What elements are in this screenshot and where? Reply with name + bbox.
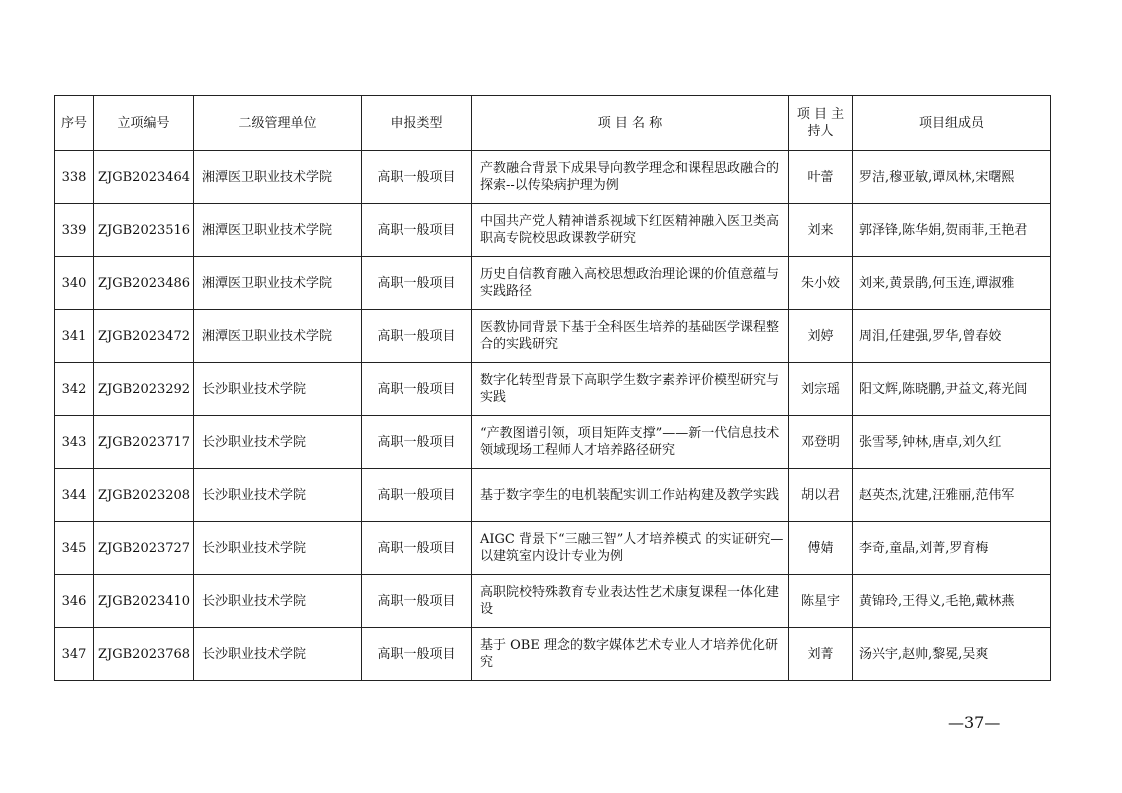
cell-title: AIGC 背景下“三融三智”人才培养模式 的实证研究—以建筑室内设计专业为例 [472,522,789,575]
cell-code: ZJGB2023410 [94,575,194,628]
cell-no: 340 [55,257,94,310]
table-row [55,257,1051,310]
table-row [55,469,1051,522]
cell-no: 344 [55,469,94,522]
cell-no: 347 [55,628,94,681]
cell-members: 刘来,黄景鹃,何玉连,谭淑雅 [853,257,1051,310]
cell-unit: 长沙职业技术学院 [194,522,362,575]
cell-type: 高职一般项目 [362,469,472,522]
cell-unit: 湘潭医卫职业技术学院 [194,151,362,204]
header-host: 项 目 主持人 [789,96,853,151]
cell-host: 刘婷 [789,310,853,363]
header-code: 立项编号 [94,96,194,151]
cell-title: “产教图谱引领，项目矩阵支撑”——新一代信息技术领域现场工程师人才培养路径研究 [472,416,789,469]
cell-no: 346 [55,575,94,628]
cell-host: 傅婧 [789,522,853,575]
cell-members: 李奇,童晶,刘菁,罗育梅 [853,522,1051,575]
cell-host: 刘来 [789,204,853,257]
cell-members: 赵英杰,沈建,汪雅丽,范伟军 [853,469,1051,522]
cell-unit: 长沙职业技术学院 [194,575,362,628]
table-row [55,416,1051,469]
cell-members: 阳文辉,陈晓鹏,尹益文,蒋光闾 [853,363,1051,416]
table-row [55,204,1051,257]
cell-unit: 长沙职业技术学院 [194,628,362,681]
cell-type: 高职一般项目 [362,628,472,681]
cell-code: ZJGB2023717 [94,416,194,469]
cell-code: ZJGB2023208 [94,469,194,522]
cell-host: 叶蕾 [789,151,853,204]
cell-code: ZJGB2023472 [94,310,194,363]
header-title: 项 目 名 称 [472,96,789,151]
cell-code: ZJGB2023768 [94,628,194,681]
cell-type: 高职一般项目 [362,310,472,363]
page-number: —37— [948,713,1001,732]
header-unit: 二级管理单位 [194,96,362,151]
cell-no: 338 [55,151,94,204]
cell-type: 高职一般项目 [362,416,472,469]
cell-title: 中国共产党人精神谱系视域下红医精神融入医卫类高职高专院校思政课教学研究 [472,204,789,257]
cell-type: 高职一般项目 [362,151,472,204]
cell-host: 胡以君 [789,469,853,522]
cell-no: 342 [55,363,94,416]
cell-host: 陈星宇 [789,575,853,628]
cell-no: 345 [55,522,94,575]
cell-code: ZJGB2023727 [94,522,194,575]
table-row [55,575,1051,628]
cell-no: 341 [55,310,94,363]
cell-host: 刘宗瑶 [789,363,853,416]
cell-title: 历史自信教育融入高校思想政治理论课的价值意蕴与实践路径 [472,257,789,310]
cell-type: 高职一般项目 [362,363,472,416]
cell-host: 邓登明 [789,416,853,469]
cell-type: 高职一般项目 [362,522,472,575]
cell-unit: 湘潭医卫职业技术学院 [194,310,362,363]
cell-code: ZJGB2023292 [94,363,194,416]
table-body [55,151,1051,681]
table-row [55,522,1051,575]
cell-title: 基于数字孪生的电机装配实训工作站构建及教学实践 [472,469,789,522]
cell-unit: 长沙职业技术学院 [194,469,362,522]
cell-code: ZJGB2023464 [94,151,194,204]
table-row [55,310,1051,363]
cell-title: 产教融合背景下成果导向教学理念和课程思政融合的探索--以传染病护理为例 [472,151,789,204]
header-no: 序号 [55,96,94,151]
table-header-row [55,96,1051,151]
cell-title: 基于 OBE 理念的数字媒体艺术专业人才培养优化研究 [472,628,789,681]
cell-title: 数字化转型背景下高职学生数字素养评价模型研究与实践 [472,363,789,416]
table-row [55,363,1051,416]
cell-members: 郭泽锋,陈华娟,贺雨菲,王艳君 [853,204,1051,257]
cell-members: 汤兴宇,赵帅,黎冕,吴爽 [853,628,1051,681]
cell-type: 高职一般项目 [362,575,472,628]
cell-code: ZJGB2023516 [94,204,194,257]
cell-unit: 长沙职业技术学院 [194,416,362,469]
cell-host: 朱小姣 [789,257,853,310]
cell-title: 高职院校特殊教育专业表达性艺术康复课程一体化建设 [472,575,789,628]
cell-type: 高职一般项目 [362,204,472,257]
cell-unit: 长沙职业技术学院 [194,363,362,416]
table-row [55,628,1051,681]
cell-no: 343 [55,416,94,469]
cell-unit: 湘潭医卫职业技术学院 [194,204,362,257]
cell-type: 高职一般项目 [362,257,472,310]
cell-members: 张雪琴,钟林,唐卓,刘久红 [853,416,1051,469]
cell-unit: 湘潭医卫职业技术学院 [194,257,362,310]
cell-title: 医教协同背景下基于全科医生培养的基础医学课程整合的实践研究 [472,310,789,363]
cell-no: 339 [55,204,94,257]
header-members: 项目组成员 [853,96,1051,151]
project-table [54,95,1051,681]
table-row [55,151,1051,204]
cell-code: ZJGB2023486 [94,257,194,310]
cell-members: 黄锦玲,王得义,毛艳,戴林燕 [853,575,1051,628]
cell-members: 罗洁,穆亚敏,谭凤林,宋曙熙 [853,151,1051,204]
header-type: 申报类型 [362,96,472,151]
cell-members: 周泪,任建强,罗华,曾春姣 [853,310,1051,363]
cell-host: 刘菁 [789,628,853,681]
